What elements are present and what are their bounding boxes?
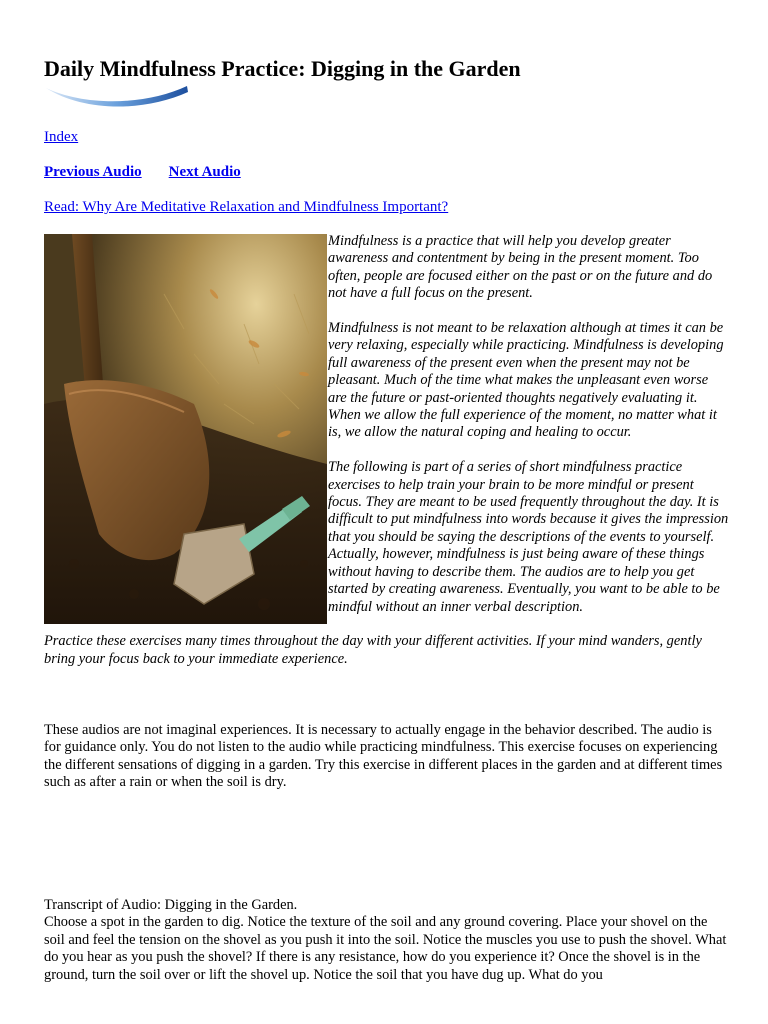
read-article-link[interactable]: Read: Why Are Meditative Relaxation and Mindfulness Important?: [44, 199, 449, 215]
swoosh-decoration: [44, 82, 190, 112]
transcript-text: Choose a spot in the garden to dig. Notice the texture of the soil and any ground covering. Place your shovel on the soil and feel the tension on the shovel as you push it into the soil. Notice the muscles you use to push the shovel. What do you hear as you push the shovel? If there is any resistance, how do you experience it? Once the shovel is in the ground, turn the soil over or lift the shovel up. Notice the soil that you have dug up. What do you: [44, 914, 727, 983]
index-link[interactable]: Index: [44, 129, 79, 145]
intro-text: [44, 233, 730, 686]
next-audio-link[interactable]: Next Audio: [168, 164, 241, 180]
intro-paragraph: The following is part of a series of short mindfulness practice exercises to help train your brain to be more mindful or present focus. They are meant to be used frequently throughout the day. It is difficult to put mindfulness into words because it gives the impression that you should be saying the descriptions of the events to yourself. Actually, however, mindfulness is just being aware of these things without having to describe them. The audios are to help you get started by creating awareness. Eventually, you want to be able to be mindful without an inner verbal description.: [328, 459, 729, 615]
previous-audio-link[interactable]: Previous Audio: [44, 164, 142, 180]
transcript-heading: Transcript of Audio: Digging in the Garden.: [44, 897, 298, 913]
intro-paragraph: Practice these exercises many times throughout the day with your different activities. If your mind wanders, gently bring your focus back to your immediate experience.: [44, 633, 702, 667]
page-title: Daily Mindfulness Practice: Digging in the Garden: [44, 56, 521, 81]
body-paragraph: These audios are not imaginal experiences. It is necessary to actually engage in the behavior described. The audio is for guidance only. You do not listen to the audio while practicing mindfulness. This exercise focuses on experiencing the different sensations of digging in a garden. Try this exercise in different places in the garden and at different times such as after a rain or when the soil is dry.: [44, 722, 723, 791]
intro-paragraph: Mindfulness is a practice that will help you develop greater awareness and contentment by being in the present moment. Too often, people are focused either on the past or on the future and do not have a full focus on the present.: [328, 233, 713, 302]
audio-navigation: [44, 163, 241, 181]
transcript-section: [44, 897, 730, 984]
intro-paragraph: Mindfulness is not meant to be relaxation although at times it can be very relaxing, especially while practicing. Mindfulness is developing full awareness of the present even when the present may not be pleasant. Much of the time what makes the unpleasant even worse are the future or past-oriented thoughts negatively evaluating it. When we allow the full experience of the moment, no matter what it is, we allow the natural coping and healing to occur.: [328, 320, 724, 441]
